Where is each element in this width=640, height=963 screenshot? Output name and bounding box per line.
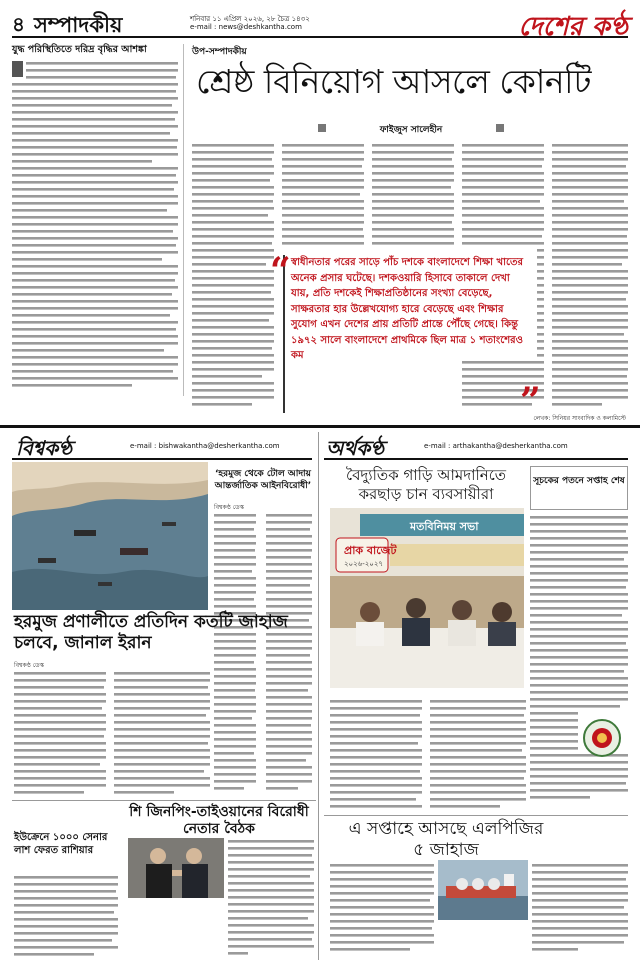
ev-import-headline: বৈদ্যুতিক গাড়ি আমদানিতে করছাড় চান ব্যবসায়ীরা <box>346 466 506 503</box>
hormuz-strait-photo <box>12 462 208 610</box>
business-rule <box>324 815 628 816</box>
issue-date: শনিবার ১১ এপ্রিল ২০২৬, ২৮ চৈত্র ১৪৩২ <box>190 15 310 23</box>
author-credit: লেখক: সিনিয়র সাংবাদিক ও কলামিস্টে <box>533 415 626 422</box>
byline-square-right <box>496 124 504 132</box>
stock-index-box <box>530 466 628 510</box>
business-section-email: e-mail : arthakantha@desherkantha.com <box>424 442 568 450</box>
world-section-title: বিশ্বকণ্ঠ <box>16 436 73 460</box>
hormuz-headline: হরমুজ প্রণালীতে প্রতিদিন কতটি জাহাজ চলবে, জানাল ইরান <box>14 612 288 653</box>
masthead-logo: দেশের কণ্ঠ <box>518 12 628 42</box>
editorial-text-block <box>12 60 177 396</box>
iran-side-headline: ‘হরমুজ থেকে টোল আদায় আন্তর্জাতিক আইনবিরোধী’ <box>214 469 312 491</box>
byline-bar <box>196 120 626 136</box>
xi-meeting-photo <box>128 838 224 898</box>
budget-year: ২০২৬-২০২৭ <box>344 560 383 568</box>
xi-story-text <box>228 838 314 958</box>
bangladesh-bank-logo <box>582 718 622 758</box>
quote-close-mark: ” <box>520 380 541 422</box>
header-email: e-mail : news@deshkantha.com <box>190 23 302 31</box>
section-vertical-divider <box>318 432 319 960</box>
stock-headline: সূচকের পতনে সপ্তাহ শেষ <box>533 476 625 486</box>
iran-side-writer: বিশ্বকণ্ঠ ডেস্ক <box>214 504 244 511</box>
business-section-header <box>324 434 628 460</box>
editorial-column <box>12 44 184 396</box>
budget-badge: প্রাক বাজেট <box>344 544 397 557</box>
drop-cap <box>12 61 23 77</box>
hormuz-story-text <box>14 670 214 800</box>
iran-side-story <box>214 462 312 492</box>
editorial-headline: যুদ্ধ পরিস্থিতিতে দরিদ্র বৃদ্ধির আশঙ্কা <box>12 44 147 55</box>
russia-headline: ইউক্রেনে ১০০০ সেনার লাশ ফেরত রাশিয়ার <box>14 832 108 856</box>
budget-banner: মতবিনিময় সভা <box>410 520 479 533</box>
world-section-email: e-mail : bishwakantha@desherkantha.com <box>130 442 280 450</box>
quote-open-mark: “ <box>270 250 291 292</box>
section-title: সম্পাদকীয় <box>34 12 123 37</box>
russia-story-text <box>14 874 122 960</box>
section-divider <box>0 425 640 428</box>
oped-byline: ফাইজুস সালেহীন <box>379 125 443 135</box>
editorial-text-lines <box>12 60 178 392</box>
world-rule <box>12 800 316 801</box>
page-header <box>12 10 628 42</box>
oped-kicker: উপ-সম্পাদকীয় <box>192 47 247 57</box>
prebudget-meeting-photo <box>330 508 524 688</box>
iran-side-text <box>214 512 312 802</box>
page-number: ৪ <box>12 12 25 36</box>
lpg-story-text-right <box>532 862 628 958</box>
world-section-header <box>12 434 312 460</box>
hormuz-writer: বিশ্বকণ্ঠ ডেস্ক <box>14 662 44 669</box>
pull-quote: স্বাধীনতার পরের সাড়ে পাঁচ দশকে বাংলাদেশে শিক্ষা খাতের অনেক প্রসার ঘটেছে। দশকওয়ারি হিসাবে তাকালে দেখা যায়, প্রতি দশকেই শিক্ষাপ্রতিষ্ঠানের সংখ্যা বেড়েছে, সাক্ষরতার হার উল্লেখযোগ্য হারে বেড়েছে এবং শিক্ষার সুযোগ এখন দেশের প্রায় প্রতিটি প্রান্তে পৌঁছে গেছে। কিন্তু ১৯৭২ সালে বাংলাদেশে প্রাথমিকে ছিল মাত্র ১ শতাংশেরও কম <box>283 255 531 413</box>
stock-story-text <box>530 514 628 804</box>
business-section-title: অর্থকণ্ঠ <box>326 436 385 460</box>
xi-jinping-headline: শি জিনপিং-তাইওয়ানের বিরোধী নেতার বৈঠক <box>129 804 309 837</box>
oped-title: শ্রেষ্ঠ বিনিয়োগ আসলে কোনটি <box>196 62 591 101</box>
lpg-ship-photo <box>438 860 528 920</box>
lpg-story-text-left <box>330 862 434 958</box>
lpg-headline: এ সপ্তাহে আসছে এলপিজির ৫ জাহাজ <box>348 819 544 860</box>
ev-story-text <box>330 690 526 814</box>
